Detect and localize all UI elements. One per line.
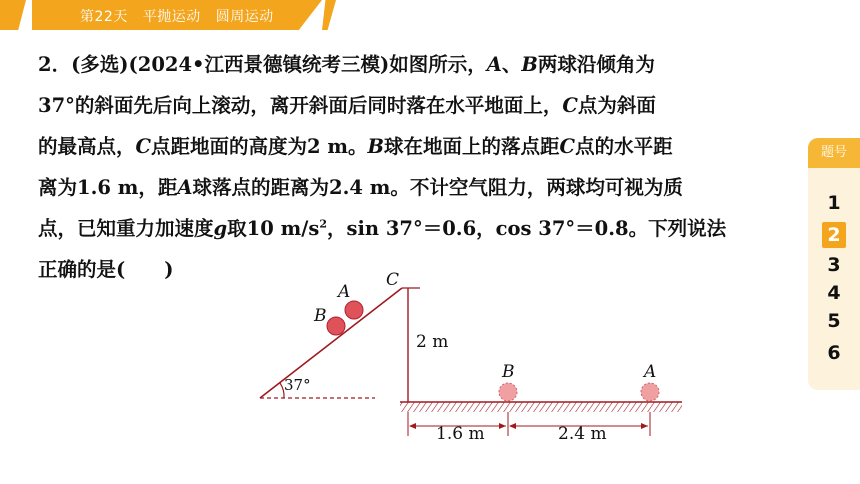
text-segment: 、 [501,53,522,76]
question-line-4 [38,167,808,208]
var-c: C [559,135,576,158]
var-b: B [521,53,538,76]
header-bar [0,0,860,30]
text-segment: 离为1.6 m，距 [38,176,178,199]
var-g: g [213,217,228,240]
header-day: 第22天 [80,9,128,25]
label-b-ground: B [502,362,515,382]
diagram-svg [250,268,690,448]
answer-blank: 正确的是( ) [38,258,174,281]
question-nav [808,138,860,390]
ball-b-slope [327,317,345,335]
header-title [80,6,284,26]
nav-item-1[interactable]: 1 [827,192,841,214]
question-line-5 [38,208,808,249]
text-segment: 点距地面的高度为2 m。 [151,135,368,158]
nav-item-3[interactable]: 3 [827,254,841,276]
label-c: C [386,270,400,290]
nav-item-2-active[interactable]: 2 [822,222,846,248]
text-segment: 点为斜面 [577,94,656,117]
text-segment: 的最高点， [38,135,136,158]
question-line-1 [38,44,808,85]
nav-item-5[interactable]: 5 [827,310,841,332]
question-line-2 [38,85,808,126]
var-c: C [135,135,152,158]
label-dist-1: 1.6 m [436,424,485,444]
var-b: B [367,135,385,158]
label-a-ground: A [644,362,657,382]
header-topic-1: 平抛运动 [142,9,201,25]
ground-hatch [400,402,682,412]
text-segment: 37°的斜面先后向上滚动，离开斜面后同时落在水平地面上， [38,94,563,117]
ball-a-ground [641,383,659,401]
text-segment: 两球沿倾角为 [537,53,655,76]
question-text [38,44,808,290]
label-angle: 37° [284,376,311,394]
text-segment: 球在地面上的落点距 [384,135,560,158]
physics-diagram [250,268,690,448]
text-segment: 点的水平距 [575,135,673,158]
var-c: C [562,94,578,117]
text-segment: 2．(多选)(2024•江西景德镇统考三模)如图所示， [38,53,487,76]
header-topic-2: 圆周运动 [215,9,274,25]
header-stripe [322,0,336,30]
text-segment: 取10 m/s [227,217,320,240]
ball-a-slope [345,301,363,319]
incline-line [260,288,402,398]
nav-item-6[interactable]: 6 [827,342,841,364]
label-dist-2: 2.4 m [558,424,607,444]
text-segment: ，sin 37°＝0.6，cos 37°＝0.8。下列说法 [326,217,727,240]
question-line-3 [38,126,808,167]
label-height: 2 m [416,332,449,352]
text-segment: 球落点的距离为2.4 m。不计空气阻力，两球均可视为质 [192,176,683,199]
nav-item-4[interactable]: 4 [827,282,841,304]
var-a: A [177,176,193,199]
superscript: 2 [319,217,327,231]
var-a: A [486,53,502,76]
nav-title: 题号 [808,138,860,168]
ball-b-ground [499,383,517,401]
label-b-slope: B [314,306,327,326]
header-accent [0,0,26,30]
label-a-slope: A [338,282,351,302]
text-segment: 点，已知重力加速度 [38,217,214,240]
